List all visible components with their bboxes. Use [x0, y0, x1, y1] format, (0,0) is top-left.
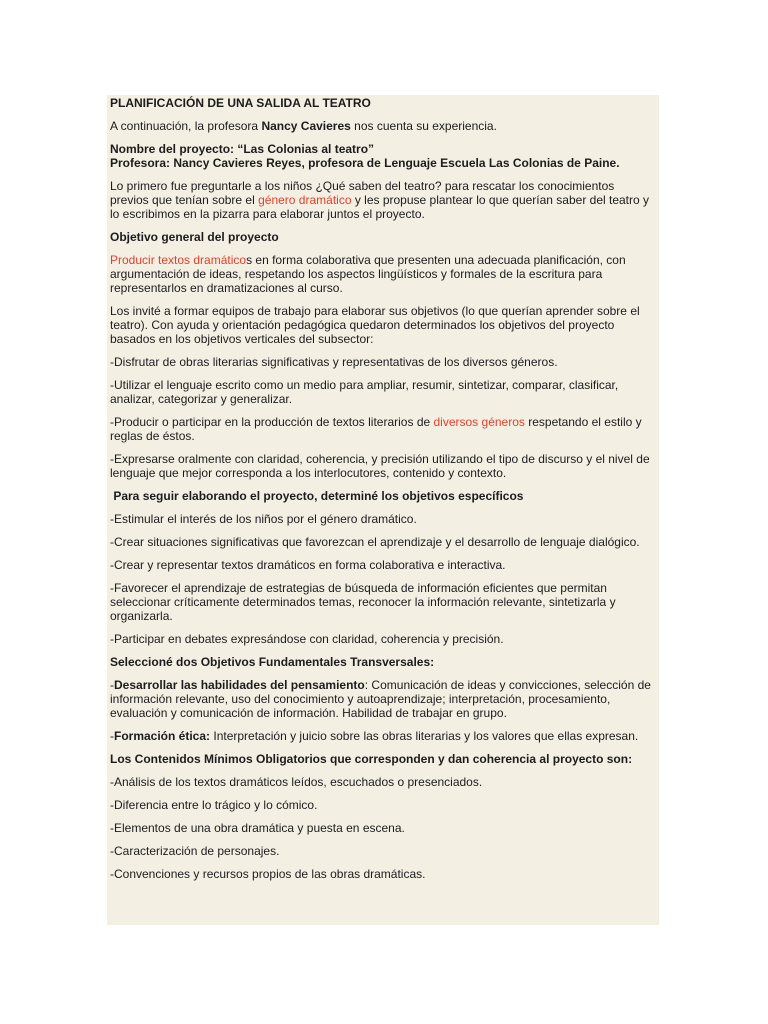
paragraph-text: respetando el estilo y reglas de éstos. [110, 415, 642, 443]
transversal-title: Formación ética: [114, 729, 211, 743]
specific-objective-3: -Crear y representar textos dramáticos en forma colaborativa e interactiva. [110, 558, 506, 572]
vertical-objective-2: -Utilizar el lenguaje escrito como un medio para ampliar, resumir, sintetizar, comparar, clasificar, analizar, categorizar y generalizar. [110, 378, 619, 406]
heading-general-objective: Objetivo general del proyecto [110, 230, 279, 244]
paragraph-text: : Comunicación de ideas y convicciones, selección de información relevante, uso del conocimiento y autoaprendizaje; interpretación, procesamiento, evaluación y comunicación de información. Habilidad de trabajar en grupo. [110, 678, 651, 720]
transversal-title: Desarrollar las habilidades del pensamiento [114, 678, 365, 692]
vertical-objective-4: -Expresarse oralmente con claridad, coherencia, y precisión utilizando el tipo de discurso y el nivel de lenguaje que mejor corresponda a los interlocutores, contenido y contexto. [110, 452, 650, 480]
intro-text-end: nos cuenta su experiencia. [350, 119, 497, 133]
transversal-objective-2 [110, 729, 656, 743]
bullet-dash: - [110, 678, 114, 692]
content-item-2: -Diferencia entre lo trágico y lo cómico. [110, 798, 318, 812]
producir-textos-link[interactable]: Producir textos dramático [110, 253, 247, 267]
document-page [107, 95, 659, 925]
content-item-3: -Elementos de una obra dramática y puesta en escena. [110, 821, 405, 835]
heading-specific-objectives: Para seguir elaborando el proyecto, determiné los objetivos específicos [110, 489, 524, 503]
page-title: PLANIFICACIÓN DE UNA SALIDA AL TEATRO [110, 96, 371, 110]
paragraph-teams: Los invité a formar equipos de trabajo para elaborar sus objetivos (lo que querían aprender sobre el teatro). Con ayuda y orientación pedagógica quedaron determinados los objetivos del proyecto basados en los objetivos verticales del subsector: [110, 304, 640, 346]
intro-text: A continuación, la profesora [110, 119, 262, 133]
diversos-generos-link[interactable]: diversos géneros [433, 415, 525, 429]
paragraph-text: Interpretación y juicio sobre las obras literarias y los valores que ellas expresan. [210, 729, 639, 743]
teacher-name: Nancy Cavieres [261, 119, 351, 133]
bullet-dash: - [110, 729, 114, 743]
paragraph-text: -Producir o participar en la producción de textos literarios de [110, 415, 434, 429]
transversal-objective-1 [110, 678, 656, 720]
content-item-5: -Convenciones y recursos propios de las obras dramáticas. [110, 867, 426, 881]
content-item-1: -Análisis de los textos dramáticos leídos, escuchados o presenciados. [110, 775, 483, 789]
heading-transversal-objectives: Seleccioné dos Objetivos Fundamentales Transversales: [110, 655, 435, 669]
content-item-4: -Caracterización de personajes. [110, 844, 280, 858]
teacher-line: Profesora: Nancy Cavieres Reyes, profesora de Lenguaje Escuela Las Colonias de Paine. [110, 156, 620, 170]
paragraph-prior-knowledge [110, 179, 656, 221]
genero-dramatico-link[interactable]: género dramático [258, 193, 352, 207]
vertical-objective-1: -Disfrutar de obras literarias significativas y representativas de los diversos géneros. [110, 355, 558, 369]
vertical-objective-3 [110, 415, 656, 443]
intro-paragraph [110, 119, 656, 133]
project-name: Nombre del proyecto: “Las Colonias al teatro” [110, 142, 375, 156]
specific-objective-4: -Favorecer el aprendizaje de estrategias de búsqueda de información eficientes que permitan seleccionar críticamente determinados temas, reconocer la información relevante, sintetizarla y organizarla. [110, 581, 616, 623]
paragraph-general-objective [110, 253, 656, 295]
paragraph-text: Lo primero fue preguntarle a los niños ¿Qué saben del teatro? para rescatar los conocimientos previos que tenían sobre el [110, 179, 615, 207]
heading-minimum-contents: Los Contenidos Mínimos Obligatorios que corresponden y dan coherencia al proyecto son: [110, 752, 633, 766]
paragraph-text: y les propuse plantear lo que querían saber del teatro y lo escribimos en la pizarra para elaborar juntos el proyecto. [110, 193, 650, 221]
specific-objective-1: -Estimular el interés de los niños por el género dramático. [110, 512, 417, 526]
specific-objective-5: -Participar en debates expresándose con claridad, coherencia y precisión. [110, 632, 504, 646]
paragraph-text: s en forma colaborativa que presenten una adecuada planificación, con argumentación de ideas, respetando los aspectos lingüísticos y formales de la escritura para representarlos en dramatizaciones al curso. [110, 253, 626, 295]
project-info [110, 142, 656, 170]
specific-objective-2: -Crear situaciones significativas que favorezcan el aprendizaje y el desarrollo de lenguaje dialógico. [110, 535, 640, 549]
